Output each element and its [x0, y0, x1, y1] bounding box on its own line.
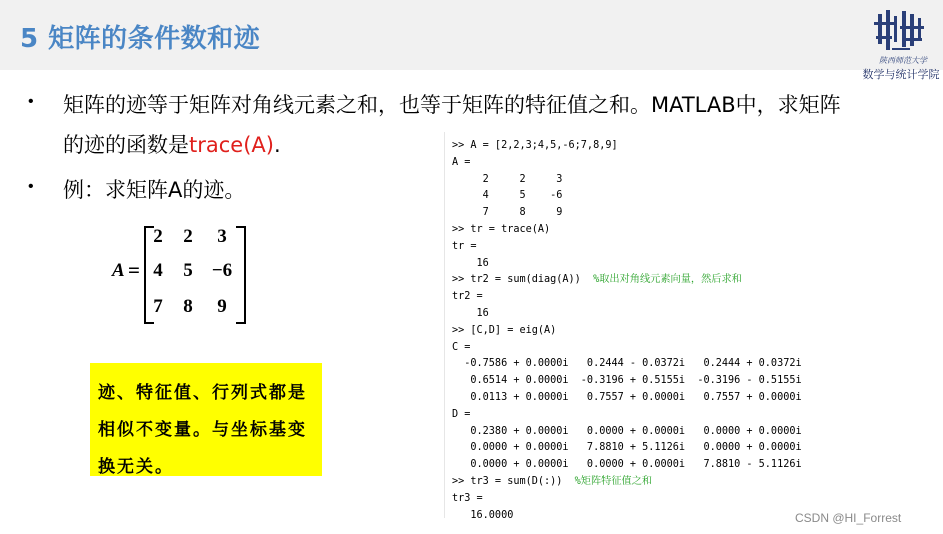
console-code: 0.0113 + 0.0000i 0.7557 + 0.0000i 0.7557 + 0.0000i [452, 391, 802, 403]
console-line [452, 205, 802, 222]
console-code: tr = [452, 240, 477, 252]
note-text: 迹、特征值、行列式都是相似不变量。与坐标基变换无关。 [98, 383, 307, 477]
matrix-cell: 8 [183, 296, 193, 317]
console-code: 2 2 3 [452, 173, 563, 185]
console-line [452, 424, 802, 441]
console-code: 16 [452, 307, 489, 319]
console-line [452, 155, 802, 172]
logo-university-name: 陕西师范大学 [879, 56, 927, 65]
console-code: 16.0000 [452, 509, 514, 521]
matrix-label: A [112, 260, 125, 281]
console-comment: %矩阵特征值之和 [574, 475, 653, 487]
bullet-text: 的迹的函数是 [63, 133, 189, 157]
matrix-cell: 5 [183, 260, 193, 281]
console-line [452, 239, 802, 256]
console-line [452, 508, 802, 525]
console-line [452, 138, 802, 155]
console-line [452, 356, 802, 373]
console-line [452, 474, 802, 491]
console-code: -0.7586 + 0.0000i 0.2444 - 0.0372i 0.2444 + 0.0372i [452, 358, 802, 370]
logo-school-name: 数学与统计学院 [862, 68, 940, 81]
console-code: tr3 = [452, 492, 483, 504]
console-line [452, 390, 802, 407]
console-line [452, 373, 802, 390]
console-code: >> tr = trace(A) [452, 223, 551, 235]
console-code: 7 8 9 [452, 207, 563, 219]
console-line [452, 440, 802, 457]
matrix-cell: 4 [153, 260, 163, 281]
console-code: 0.0000 + 0.0000i 7.8810 + 5.1126i 0.0000 + 0.0000i [452, 442, 802, 454]
bullet-marker: • [28, 93, 34, 110]
matrix-equation [112, 222, 252, 324]
bullet-marker: • [28, 178, 34, 195]
csdn-watermark: CSDN @HI_Forrest [795, 511, 902, 525]
bullet-example: 例：求矩阵A的迹。 [63, 178, 246, 202]
console-line [452, 306, 802, 323]
console-line [452, 222, 802, 239]
console-code: tr2 = [452, 291, 483, 303]
console-line [452, 323, 802, 340]
console-line [452, 272, 802, 289]
matrix-cell: 3 [217, 226, 227, 247]
console-code: 0.6514 + 0.0000i -0.3196 + 0.5155i -0.3196 - 0.5155i [452, 375, 802, 387]
slide-title: 5 矩阵的条件数和迹 [20, 24, 261, 54]
console-code: D = [452, 408, 471, 420]
console-line [452, 340, 802, 357]
logo-mark-icon [872, 8, 930, 54]
bullet-text: . [273, 133, 281, 157]
bullet-text: 矩阵的迹等于矩阵对角线元素之和，也等于矩阵的特征值之和。MATLAB中，求矩阵 [63, 93, 841, 117]
console-line [452, 289, 802, 306]
console-code: >> tr3 = sum(D(:)) [452, 475, 575, 487]
console-line [452, 407, 802, 424]
console-code: 16 [452, 257, 489, 269]
matrix-cell: 2 [153, 226, 163, 247]
console-text [452, 138, 802, 524]
note-box [90, 363, 322, 476]
matrix-cell: −6 [211, 260, 233, 281]
console-code: >> tr2 = sum(diag(A)) [452, 274, 594, 286]
console-line [452, 188, 802, 205]
console-code: 0.2380 + 0.0000i 0.0000 + 0.0000i 0.0000 + 0.0000i [452, 425, 802, 437]
slide-header [0, 0, 943, 70]
console-code: 4 5 -6 [452, 190, 563, 202]
console-code: C = [452, 341, 471, 353]
console-line [452, 491, 802, 508]
trace-function-name: trace(A) [189, 133, 274, 157]
console-line [452, 457, 802, 474]
matrix-cell: 2 [183, 226, 193, 247]
equals-sign: = [128, 258, 140, 282]
console-line [452, 256, 802, 273]
matlab-console-output [444, 132, 843, 521]
matrix-cell: 7 [153, 296, 163, 317]
console-code: >> [C,D] = eig(A) [452, 324, 557, 336]
university-logo [862, 8, 940, 88]
console-line [452, 172, 802, 189]
console-code: 0.0000 + 0.0000i 0.0000 + 0.0000i 7.8810 - 5.1126i [452, 459, 802, 471]
matrix-cell: 9 [217, 296, 227, 317]
console-comment: %取出对角线元素向量，然后求和 [593, 274, 742, 286]
right-bracket [236, 226, 246, 324]
console-code: >> A = [2,2,3;4,5,-6;7,8,9] [452, 140, 618, 151]
console-code: A = [452, 156, 471, 168]
